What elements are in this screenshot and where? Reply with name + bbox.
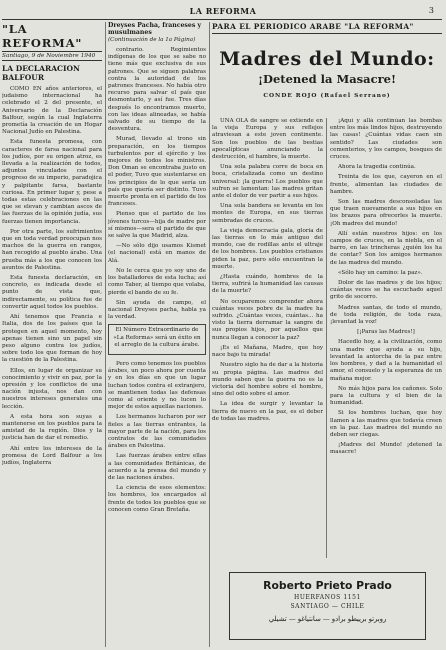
continuation-note: (Continuación de la 1a Página) [108,37,196,43]
article-headline-dreyses: Dreyses Pacha, franceses y musulmanes [108,22,202,36]
paragraph: La vieja democracia gala, gloria de las tierras en lo más antiguo del mundo, cae de rodillas ante el ultraje de los hombres. Los pueblos cristianos piden la paz, pero sólo encuentran la muerte. [212,227,323,270]
paragraph: Hacedlo hoy, a la civilización, como una madre que ayuda a su hijo, levantad la antorcha de la paz entre los hombres, y dad a la humanidad el amor, el consuelo y la esperanza de un mañana mejor. [330,339,442,382]
paragraph: —No sólo dijo usamos Kismet (el nacional) está en manos de Alá. [108,243,206,264]
masthead: "LA REFORMA" [2,22,83,50]
paragraph: No más hijos para los cañones. Solo para la cultura y el bien de la humanidad. [330,385,442,407]
advertiser-city: SANTIAGO — CHILE [290,603,365,610]
paragraph: Ahí tenemos que Francia e Italia, dos de los países que la protegen en aquel momento, hoy apenas tienen sino un papel sin peso alguno contra los judíos, sobre todo los que forman de hoy la cuestión de la Palestina. [2,314,102,364]
paragraph: Las fuerzas árabes entre ellas a las comunidades Británicas, de acuerdo a la prensa del mundo y de las naciones árabes. [108,453,206,481]
dateline: Santiago, 9 de Noviembre 1940 [2,51,102,61]
paragraph: Sin ayuda de campo, el nacional Dreyses pacha, habla ya la verdad. [108,299,206,321]
paragraph: «Sólo hay un camino: la paz». [338,269,423,276]
advertiser-name: Roberto Prieto Prado [263,579,392,592]
column-2 [108,22,206,647]
paragraph: Los hermanos lucharon por ser fieles a las tierras entrantes, la mayor parte de la nación, para los contratos de las comunidades árabes en Palestina. [108,414,206,450]
paragraph: Una sola bandera se levanta en los montes de Europa, en sus tierras sembradas de cruces. [212,203,323,224]
paragraph: No ocuparemos comprender ahora cuántas veces pobre de la madre ha sufrido. ¿Cuántas veces, cuántas... ha visto la tierra derramar la sangre de sus propios hijos, por aquellos que nunca llegan a conocer la paz? [212,298,323,341]
paragraph: Si los hombres luchan, que hoy llamen a las madres que todavía creen en la paz. Las madres del mundo no deben ser ciegas. [330,410,442,438]
byline: CONDE ROJO (Rafael Serrano) [263,93,391,99]
paragraph: ¿Hasta cuándo, hombres de la tierra, sufrirá la humanidad las causas de la muerte? [212,274,323,295]
column-divider [326,118,327,558]
section-header: PARA EL PERIODICO ARABE "LA REFORMA" [212,22,442,34]
advertisement-box [229,572,426,640]
madres-headline-block [212,22,442,99]
paragraph: Nuestro siglo ha de dar a la historia su propia página. Las madres del mundo saben que la guerra no es la victoria del hombre sobre el hombre, sino del odio sobre el amor. [212,362,323,398]
column-divider [105,22,106,647]
paragraph: UNA OLA de sangre se extiende en la vieja Europa y sus reflejos atraviesan a este joven continente. Son los pueblos de las bestias apocalípticas anunciando la destrucción, el hambre, la muerte. [212,118,323,161]
paragraph: No le cerca que yo soy uno de los batalladores de esta lucha; así como Taber, al tiempo que volaba, pierde el bando de su fe. [108,267,206,296]
article-subtitle: ¡Detened la Masacre! [257,72,397,86]
paragraph: Esta funesta declaración, en concreto, es indicada desde el punto de vista que, indirectamente, su política fue de convertir aquel todos los pueblos. [2,275,102,310]
paragraph: [¡Paras las Madres!] [357,329,415,336]
paragraph: Esta funesta promesa, con caracteres de farsa nacional para los judíos, por su origen atroz, es llevada a la realización de todos, adjuntos vinculados con el progreso de su imperio, paradojica y palpitante farsa, bastante curiosa. En primer lugar y, pese a todas estas celebraciones en las que se elevan y cambian ascos de las fuerzas de la opinión judía, sus fuerzas tienen importancia. [2,139,102,225]
paragraph: Murad, llevado al trono sin preparación, en los tiempos turbulentos por el ejército y los mejores de todos los ministros. Don Oman se encontraba justo en el poder, Tuvo que sustentarse en los principios de lo que sería un país que quería ser distinto. Tuvo muerte pronta en el partido de los franceses. [108,136,206,208]
paragraph: ¡Madres del Mundo! ¡detened la masacre! [330,442,442,456]
paragraph: Pienso que el partido de los jóvenes turcos—hija de madre por sí mismos—sera el partido de que se salve la que Madrid, alza. [108,211,206,240]
paragraph: Pero como tenemos los pueblos árabes, un poco ahora por cuenta y en los días en que un lugar luchan todos contra el extranjero, se mantienen todas las defensas como al oriente y no lucen lo mejor de estos aquellas naciones. [108,360,206,411]
page-number: 3 [428,6,434,15]
header-rule [2,19,442,20]
advertiser-arabic-text: روبرتو برييطو برادو — سانتياغو — تشيلي [268,615,387,623]
paragraph: Son las madres desconsoladas las que traen nuevamente a sus hijos en los brazos para ofrecerles la muerte. ¡Oh madres del mundo! [330,199,442,227]
article-title: Madres del Mundo: [219,48,435,70]
paragraph: Por otra parte, los sufrimientos que en toda verdad preocupan nos machos de la guerra en rangos, han recogido al pueblo árabe. Una prueba más a los que conocen los asuntos de Palestina. [2,228,102,271]
paragraph: Madres santas, de todo el mundo, de toda religión, de toda raza, ¡levantad la voz! [330,304,442,326]
paragraph: ¡Es el Mañana, Madre, que hoy nace bajo tu mirada! [212,344,323,359]
paragraph: La idea de surgir y levantar la tierra de nuevo en la paz, es el deber de todas las madres. [212,401,323,422]
paragraph: A esta hora son suyas a mantenerse en los pueblos para la amistad de la región. Dios y la justicia han de dar el remedio. [2,413,102,442]
boxed-note-text: El Número Extraordinario de «La Reforma» será un éxito en el arreglo de la cultura árabe. [113,327,201,348]
paragraph: COMO EN años anteriores, el judaismo internacional ha celebrado el 2 del presente, el Aniversario de la Declaración Balfour, según la cual Inglaterra prometía la creación de un Hogar Nacional Judío en Palestina. [2,86,102,136]
boxed-note [108,324,206,355]
advertiser-address: HUERFANOS 1151 [293,594,362,601]
paragraph: Ahí entre los intereses de la promesa de Lord Balfour a los judíos, Inglaterra [2,445,102,466]
article-headline-balfour: LA DECLARACION BALFOUR [2,64,80,82]
paragraph: Ahora la tragedia continúa. [338,164,416,171]
column-divider [209,22,210,647]
running-header [0,6,446,18]
paragraph: Una sola palabra corre de boca en boca, cristalizada como un destino universal: ¡la guerra! Los pueblos que sufren se lamentan: las madres gritan ante el dolor de ver partir a sus hijos. [212,164,323,200]
paragraph: Dolor de las madres y de los hijos; cuántas veces se ha escuchado aquel grito de socorro. [330,280,442,301]
paragraph: Treinta de los que, cayeron en el frente, alimentan las ciudades de hambre. [330,174,442,195]
paragraph: La ciencia de esos elementos: los hombres, los encargados al frente de todos los pueblos que se conocen como Gran Bretaña. [108,485,206,513]
paragraph: ¡Aquí y allá continúan las bombas entre los más lindos hijos, destruyendo las casas! ¿Cuántas vidas caen sin sentido? Las ciudades son cementerios, y los campos, bosques de cruces. [330,118,442,161]
paragraph: contrario. Regimientos indígenas de los que se sabe no tiene más que exclusiva de sus patrones. Que se siguen palabras contra la autoridad de los patrones franceses. No había otro recurso para salvar el país que desmontarlo, y así fue. Tres días después lo encontramos muerto, con las ideas alineadas, se había salvado de su tiempo de la desventura. [108,47,206,133]
paragraph: Ellos, en lugar de organizar su conocimiento y vivir en paz, por la opresión y los conflictos de una nación injusta, nos dan con nuestros intereses generales una lección. [2,367,102,410]
running-header-title: LA REFORMA [189,6,257,16]
paragraph: Allí están nuestros hijos: en los campos de cruces, en la niebla, en el barro, en las trincheras ¿quién los ha de contar? Son los amigos hermanos de las madres del mundo. [330,230,442,266]
column-1 [2,22,102,647]
column-3 [212,118,323,558]
column-4 [330,118,442,558]
